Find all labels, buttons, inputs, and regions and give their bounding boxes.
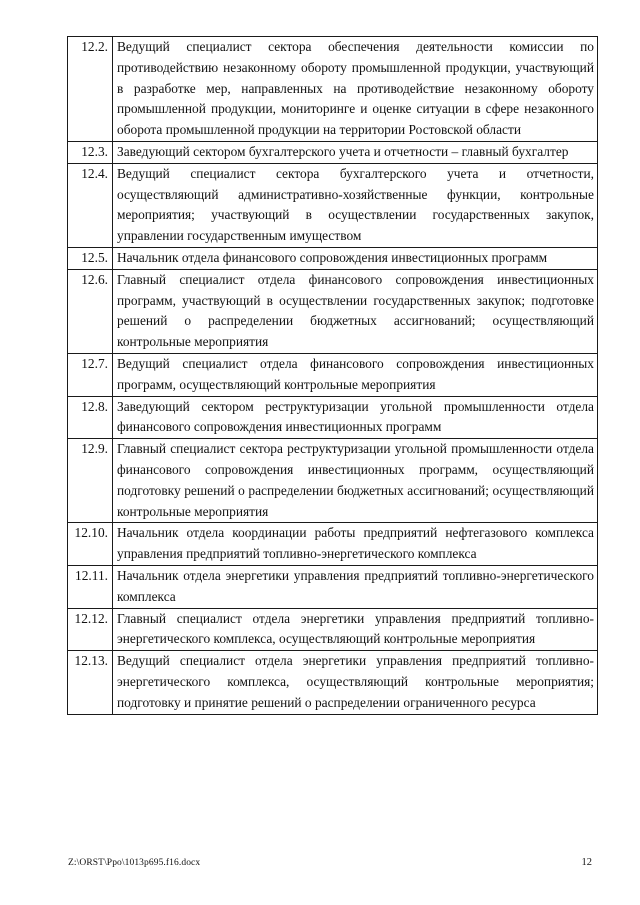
position-description: Ведущий специалист сектора бухгалтерского учета и отчетности, осуществляющий административно-хозяйственные функции, контрольные мероприятия; участвующий в осуществлении государственных закупок, управлении государственным имуществом xyxy=(113,163,598,247)
row-number: 12.13. xyxy=(68,651,113,714)
table-row xyxy=(68,565,598,608)
row-number: 12.5. xyxy=(68,247,113,269)
position-description: Начальник отдела энергетики управления предприятий топливно-энергетического комплекса xyxy=(113,565,598,608)
position-description: Главный специалист сектора реструктуризации угольной промышленности отдела финансового сопровождения инвестиционных программ, осуществляющий подготовку решений о распределении бюджетных ассигнований; осуществляющий контрольные мероприятия xyxy=(113,439,598,523)
position-description: Начальник отдела финансового сопровождения инвестиционных программ xyxy=(113,247,598,269)
row-number: 12.6. xyxy=(68,269,113,353)
row-number: 12.4. xyxy=(68,163,113,247)
row-number: 12.12. xyxy=(68,608,113,651)
position-description: Заведующий сектором реструктуризации угольной промышленности отдела финансового сопровождения инвестиционных программ xyxy=(113,396,598,439)
table-row xyxy=(68,247,598,269)
row-number: 12.2. xyxy=(68,37,113,142)
table-row xyxy=(68,608,598,651)
row-number: 12.11. xyxy=(68,565,113,608)
table-row xyxy=(68,651,598,714)
positions-table-body xyxy=(68,37,598,715)
position-description: Главный специалист отдела энергетики управления предприятий топливно-энергетического комплекса, осуществляющий контрольные мероприятия xyxy=(113,608,598,651)
table-row xyxy=(68,439,598,523)
table-row xyxy=(68,353,598,396)
table-row xyxy=(68,37,598,142)
row-number: 12.3. xyxy=(68,141,113,163)
position-description: Главный специалист отдела финансового сопровождения инвестиционных программ, участвующий в осуществлении государственных закупок; подготовке решений о распределении бюджетных ассигнований; осуществляющий контрольные мероприятия xyxy=(113,269,598,353)
page-number: 12 xyxy=(581,857,592,868)
table-row xyxy=(68,269,598,353)
position-description: Начальник отдела координации работы предприятий нефтегазового комплекса управления предприятий топливно-энергетического комплекса xyxy=(113,523,598,566)
row-number: 12.9. xyxy=(68,439,113,523)
row-number: 12.8. xyxy=(68,396,113,439)
table-row xyxy=(68,141,598,163)
row-number: 12.10. xyxy=(68,523,113,566)
position-description: Ведущий специалист отдела энергетики управления предприятий топливно-энергетического комплекса, осуществляющий контрольные мероприятия; подготовку и принятие решений о распределении ограниченного ресурса xyxy=(113,651,598,714)
table-row xyxy=(68,396,598,439)
row-number: 12.7. xyxy=(68,353,113,396)
position-description: Ведущий специалист сектора обеспечения деятельности комиссии по противодействию незаконному обороту промышленной продукции, участвующий в разработке мер, направленных на противодействие незаконному обороту промышленной продукции, мониторинге и оценке ситуации в сфере незаконного оборота промышленной продукции на территории Ростовской области xyxy=(113,37,598,142)
table-row xyxy=(68,523,598,566)
positions-table xyxy=(67,36,598,715)
position-description: Ведущий специалист отдела финансового сопровождения инвестиционных программ, осуществляющий контрольные мероприятия xyxy=(113,353,598,396)
table-row xyxy=(68,163,598,247)
position-description: Заведующий сектором бухгалтерского учета и отчетности – главный бухгалтер xyxy=(113,141,598,163)
footer-file-path: Z:\ORST\Ppo\1013p695.f16.docx xyxy=(68,858,201,868)
